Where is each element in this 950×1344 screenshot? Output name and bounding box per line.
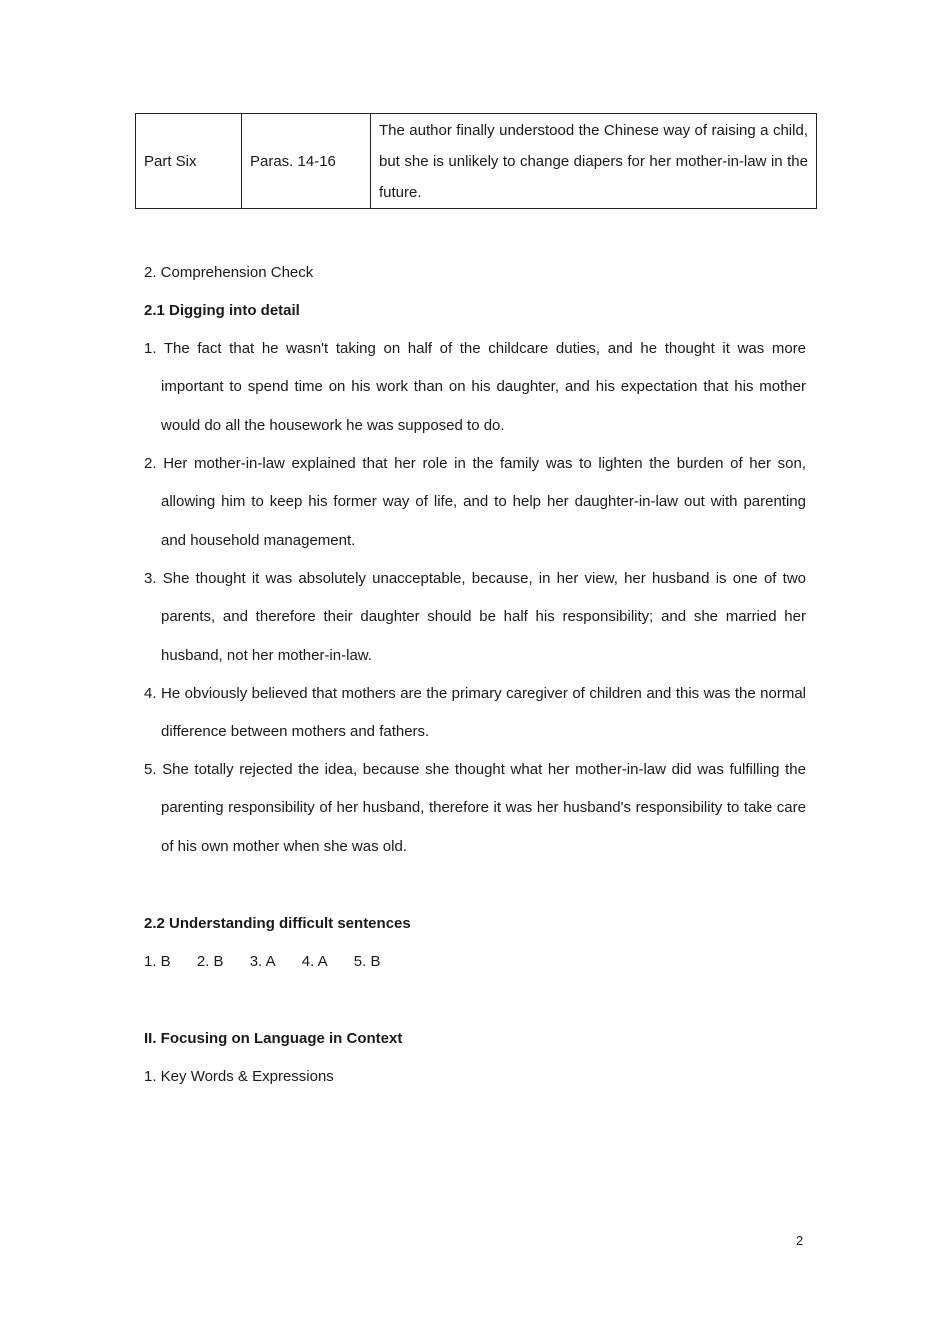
list-item (144, 330, 806, 445)
item-number: 4. (144, 685, 157, 702)
item-number: 1. (144, 340, 157, 357)
list-item (144, 751, 806, 866)
item-number: 5. (144, 761, 157, 778)
item-text: The fact that he wasn't taking on half of the childcare duties, and he thought it was more important to spend time on his work than on his daughter, and his expectation that his mother would do all the housework he was supposed to do. (161, 340, 806, 434)
section-heading-digging: 2.1 Digging into detail (144, 302, 300, 319)
section-heading-difficult: 2.2 Understanding difficult sentences (144, 915, 411, 932)
table-row (136, 114, 817, 209)
answer-item: 5. B (353, 953, 381, 970)
paras-cell: Paras. 14-16 (242, 114, 371, 209)
section-heading-key-words: 1. Key Words & Expressions (144, 1068, 334, 1085)
item-text: Her mother-in-law explained that her role in the family was to lighten the burden of her son, allowing him to keep his former way of life, and to help her daughter-in-law out with parenting and household management. (161, 455, 806, 549)
section-heading-language: II. Focusing on Language in Context (144, 1030, 403, 1047)
answer-item: 3. A (249, 953, 276, 970)
list-item (144, 445, 806, 560)
answer-item: 4. A (301, 953, 328, 970)
list-item (144, 560, 806, 675)
answer-item: 2. B (196, 953, 224, 970)
item-text: She totally rejected the idea, because she thought what her mother-in-law did was fulfilling the parenting responsibility of her husband, therefore it was her husband's responsibility to take care of his own mother when she was old. (161, 761, 806, 855)
summary-table (135, 113, 817, 209)
item-number: 3. (144, 570, 157, 587)
item-text: She thought it was absolutely unacceptable, because, in her view, her husband is one of two parents, and therefore their daughter should be half his responsibility; and she married her husband, not her mother-in-law. (161, 570, 806, 664)
answer-key (144, 951, 402, 973)
part-cell: Part Six (136, 114, 242, 209)
item-number: 2. (144, 455, 157, 472)
page-number: 2 (796, 1233, 804, 1248)
item-text: He obviously believed that mothers are the primary caregiver of children and this was the normal difference between mothers and fathers. (161, 685, 806, 741)
list-item (144, 675, 806, 752)
answer-item: 1. B (144, 953, 171, 970)
summary-cell: The author finally understood the Chinese way of raising a child, but she is unlikely to change diapers for her mother-in-law in the future. (371, 114, 817, 209)
section-heading-comprehension: 2. Comprehension Check (144, 264, 314, 281)
